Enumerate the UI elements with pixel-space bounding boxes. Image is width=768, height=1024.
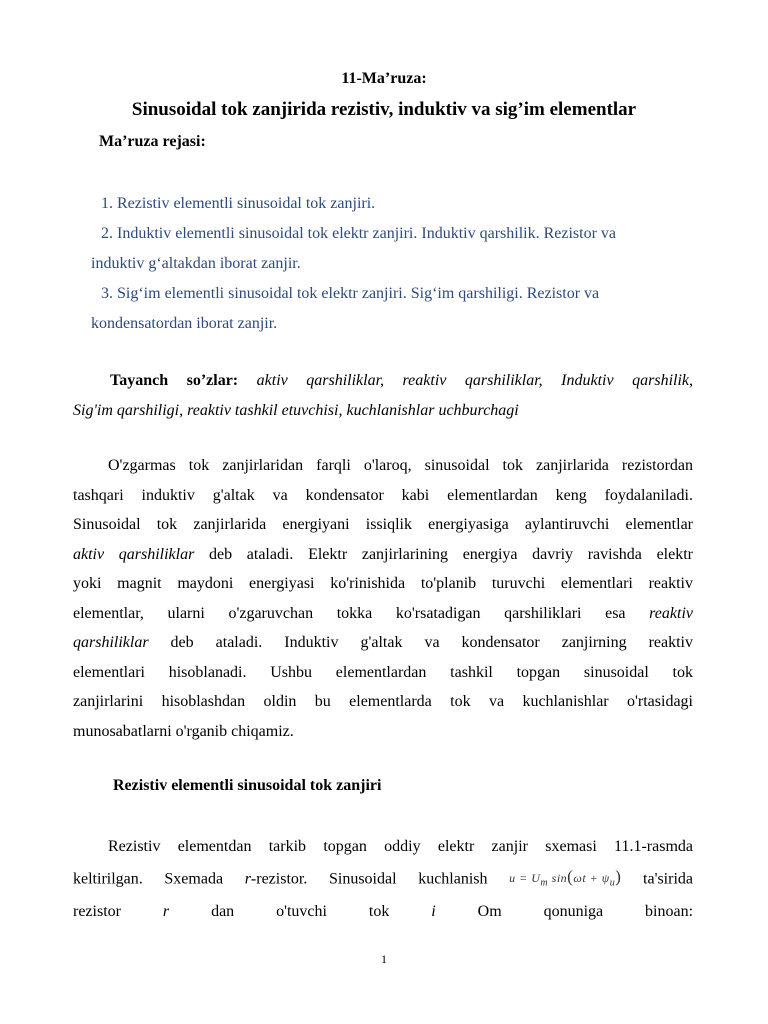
- intro-paragraph: [73, 451, 693, 746]
- resistive-line-2-a: keltirilgan. Sxemada: [73, 870, 245, 888]
- plan-list: [91, 189, 691, 339]
- document-title: Sinusoidal tok zanjirida rezistiv, induktiv va sig’im elementlar: [131, 99, 637, 120]
- resistive-line-1: Rezistiv elementdan tarkib topgan oddiy elektr zanjir sxemasi 11.1-rasmda: [108, 838, 693, 855]
- formula-u: u = U: [509, 870, 541, 885]
- word-otuvchi: o'tuvchi: [276, 903, 327, 921]
- intro-line-6-start: elementlar, ularni o'zgaruvchan tokka ko'rsatadigan qarshiliklari esa: [73, 604, 650, 622]
- symbol-r: r: [244, 870, 251, 888]
- word-qonuniga: qonuniga: [543, 903, 604, 921]
- term-active-resistances: aktiv qarshiliklar: [73, 545, 195, 563]
- intro-line-7-rest: deb ataladi. Induktiv g'altak va kondensator zanjirning reaktiv: [148, 634, 693, 651]
- resistive-line-2-c: ta'sirida: [643, 870, 693, 888]
- plan-item-2: [91, 219, 691, 279]
- resistive-paragraph: [73, 832, 693, 927]
- voltage-formula: $u = U_m$ $\sin(\omega t + \psi_u)$: [509, 866, 622, 888]
- section-heading: Rezistiv elementli sinusoidal tok zanjiri: [113, 777, 382, 794]
- intro-line-5: yoki magnit maydoni energiyasi ko'rinishida to'planib turuvchi elementlari reaktiv: [73, 575, 693, 592]
- symbol-i: i: [431, 903, 436, 921]
- lecture-number: 11-Ma’ruza:: [341, 70, 427, 87]
- intro-line-1: O'zgarmas tok zanjirlaridan farqli o'laroq, sinusoidal tok zanjirlarida rezistordan: [108, 457, 693, 474]
- keywords-paragraph: [73, 366, 693, 426]
- plan-item-1: [91, 189, 691, 219]
- intro-line-2: tashqari induktiv g'altak va kondensator kabi elementlardan keng foydalaniladi.: [73, 486, 693, 504]
- plan-item-2-line-1: 2. Induktiv elementli sinusoidal tok elektr zanjiri. Induktiv qarshilik. Rezistor va: [101, 225, 617, 242]
- intro-line-8: elementlari hisoblanadi. Ushbu elementlardan tashkil topgan sinusoidal tok: [73, 663, 693, 681]
- word-tok: tok: [368, 903, 390, 921]
- intro-line-3: Sinusoidal tok zanjirlarida energiyani issiqlik energiyasiga aylantiruvchi elementlar: [73, 516, 693, 533]
- intro-line-10: munosabatlarni o'rganib chiqamiz.: [73, 722, 294, 740]
- plan-item-3: [91, 279, 691, 339]
- keywords-text-1: aktiv qarshiliklar, reaktiv qarshiliklar, Induktiv qarshilik,: [256, 372, 694, 389]
- plan-item-3-line-1: 3. Sig‘im elementli sinusoidal tok elektr zanjiri. Sig‘im qarshiligi. Rezistor va: [101, 285, 600, 302]
- formula-inner: ωt + ψ: [573, 870, 610, 885]
- word-rezistor: rezistor: [73, 903, 121, 921]
- term-reactive: reaktiv: [649, 604, 693, 622]
- formula-sub-m: m: [540, 876, 549, 888]
- plan-item-3-line-2: kondensatordan iborat zanjir.: [91, 315, 278, 332]
- keywords-line-1: [73, 366, 693, 396]
- term-resistances: qarshiliklar: [73, 634, 149, 651]
- word-dan: dan: [211, 903, 235, 921]
- word-om: Om: [477, 903, 502, 921]
- resistive-line-2-b: -rezistor. Sinusoidal kuchlanish: [250, 870, 488, 888]
- plan-heading: Ma’ruza rejasi:: [99, 133, 206, 150]
- intro-line-4-rest: deb ataladi. Elektr zanjirlarining energiya davriy ravishda elektr: [194, 545, 694, 563]
- intro-line-4: [73, 540, 693, 570]
- keywords-label: Tayanch so’zlar:: [110, 372, 239, 389]
- plan-item-2-line-2: induktiv g‘altakdan iborat zanjir.: [91, 255, 301, 272]
- intro-line-7: [73, 628, 693, 658]
- intro-line-9: zanjirlarini hisoblashdan oldin bu elementlarda tok va kuchlanishlar o'rtasidagi: [73, 693, 693, 710]
- keywords-line-2: Sig'im qarshiligi, reaktiv tashkil etuvchisi, kuchlanishlar uchburchagi: [73, 402, 519, 419]
- plan-item-1-line-1: 1. Rezistiv elementli sinusoidal tok zanjiri.: [101, 195, 376, 212]
- intro-line-6: [73, 599, 693, 629]
- formula-sin: sin: [548, 870, 568, 885]
- word-binoan: binoan:: [645, 903, 694, 921]
- symbol-r-2: r: [162, 903, 170, 921]
- formula-sub-u: u: [609, 876, 616, 888]
- resistive-line-3: [73, 897, 693, 927]
- resistive-line-2: [73, 862, 693, 898]
- page-number: 1: [381, 952, 387, 966]
